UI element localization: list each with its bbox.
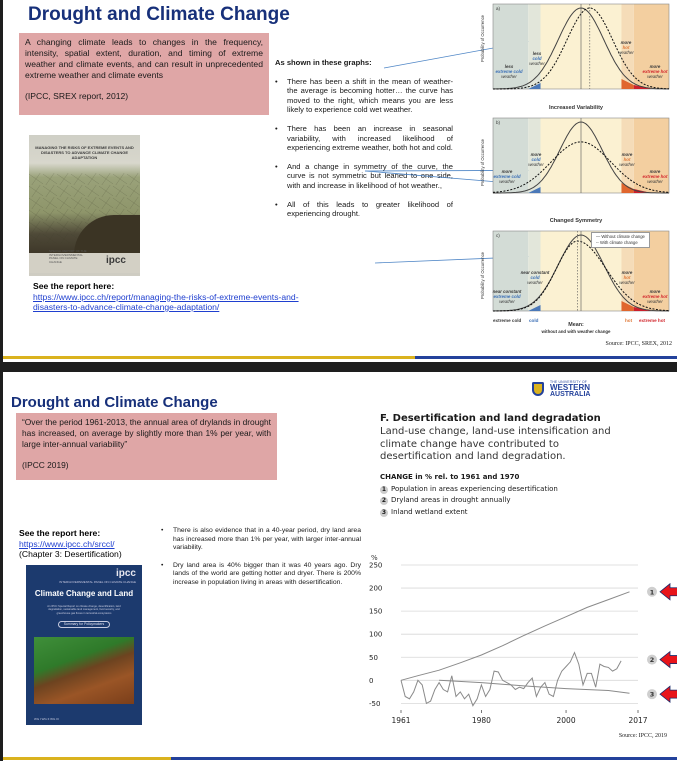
srccl-report-cover-image (26, 565, 142, 725)
slide-title: Drought and Climate Change (28, 4, 290, 25)
series-marker-label: 3 (649, 690, 655, 699)
figure-subheading: Land-use change, land-use intensification and climate change have contributed to desertification and land degradation. (380, 426, 611, 462)
bullet-list (161, 527, 361, 597)
footer-bar-blue (171, 757, 677, 760)
x-tick-label: 1980 (471, 716, 491, 725)
legend-item: 2 Dryland areas in drought annually (381, 496, 511, 504)
report-link[interactable]: https://www.ipcc.ch/report/managing-the-risks-of-extreme-events-and-disasters-to-advance-climate-change-adaptation/ (33, 291, 299, 312)
bullet-item: • There is also evidence that in a 40-year period, dry land area has increased more than 1% per year, with larger inter-annual variability. (161, 527, 361, 553)
slide-title: Drought and Climate Change (11, 394, 218, 411)
panel-increased-variability (477, 114, 675, 199)
y-axis-label: Probability of Occurrence (480, 251, 485, 299)
logo-line3: AUSTRALIA (550, 391, 591, 398)
ipcc-logo: ipcc (105, 255, 126, 266)
series-line-3 (439, 680, 629, 693)
annotation-near-constant-cold: near constant cold weather (520, 270, 550, 285)
quote-box (16, 413, 277, 480)
cover-landscape-photo (34, 637, 134, 704)
x-label-cold: cold (529, 318, 539, 323)
ipcc-logo: ipcc (115, 568, 136, 579)
red-arrow-icon (660, 652, 677, 668)
cover-subtitle: INTERGOVERNMENTAL PANEL ON CLIMATE CHANGE (59, 580, 136, 584)
annotation-more-extreme-hot: more extreme hot weather (642, 169, 668, 184)
bullet-item: • There has been a shift in the mean of weather- the average is becoming hotter… the curve has moved to the right, which means you are less likely to experience cold wet weather. (275, 77, 453, 115)
x-axis-label-mean: Mean: (568, 322, 584, 328)
bullet-item: • All of this leads to greater likelihood of experiencing drought. (275, 200, 453, 219)
desertification-line-chart (363, 548, 677, 748)
footer-bar-blue (415, 356, 677, 359)
footer-bar-gold (3, 356, 415, 359)
x-tick-label: 1961 (391, 716, 411, 725)
figure-heading: F. Desertification and land degradation (380, 413, 601, 424)
legend-item: 1 Population in areas experiencing desertification (381, 484, 558, 493)
panel-title: Changed Symmetry (549, 218, 603, 224)
series-line-1 (401, 592, 630, 681)
y-tick-label: 200 (369, 584, 383, 593)
quote-text: A changing climate leads to changes in the frequency, intensity, spatial extent, duration, and timing of extreme weather and climate events, and can result in unprecedented extreme weather and climate events (25, 37, 263, 80)
y-axis-label: Probability of Occurrence (480, 14, 485, 62)
cover-description: An IPCC Special Report on climate change, desertification, land degradation, sustainable land management, food security, and greenhouse gas fluxes in terrestrial ecosystems (47, 605, 121, 615)
x-label-extreme-hot: extreme hot (639, 318, 666, 323)
annotation-more-hot: more hot weather (618, 40, 634, 55)
source-caption: Source: IPCC, SREX, 2012 (605, 341, 672, 347)
panel-tag: a) (496, 6, 501, 11)
slide-srex (3, 0, 677, 362)
annotation-more-hot: more hot weather (619, 152, 635, 167)
y-tick-label: 150 (369, 607, 383, 616)
bullets-heading: As shown in these graphs: (275, 58, 372, 67)
quote-citation: (IPCC 2019) (22, 460, 69, 470)
cover-title: MANAGING THE RISKS OF EXTREME EVENTS AND DISASTERS TO ADVANCE CLIMATE CHANGE ADAPTATION (35, 145, 134, 160)
y-tick-label: 0 (369, 676, 374, 685)
x-label-extreme-cold: extreme cold (493, 318, 522, 323)
panel-title: Increased Variability (548, 105, 604, 111)
annotation-less-extreme-cold: less extreme cold weather (495, 64, 523, 79)
legend-item-with: -- With climate change (596, 240, 638, 245)
y-tick-label: -50 (369, 699, 381, 708)
logo-line1: THE UNIVERSITY OF (550, 380, 588, 384)
cover-badge: Summary for Policymakers (58, 621, 110, 628)
annotation-near-constant-extreme-cold: near constant extreme cold weather (492, 289, 522, 304)
y-tick-label: 100 (369, 630, 383, 639)
change-label: CHANGE in % rel. to 1961 and 1970 (380, 472, 520, 481)
logo-line2: WESTERN (550, 383, 590, 392)
cover-footer: WG I WG II WG III (34, 717, 59, 721)
see-report-label: See the report here: (19, 528, 101, 538)
bullet-item: • Dry land area is 40% bigger than it was 40 years ago. Dry lands of the world are getting hotter and dryer. There is 200% increase in population living in areas with desertification. (161, 562, 361, 588)
chart-legend (591, 232, 650, 248)
see-report-label: See the report here: (33, 281, 115, 291)
report-link[interactable]: https://www.ipcc.ch/srccl/ (19, 538, 115, 549)
legend-item: 3 Inland wetland extent (381, 507, 468, 516)
red-arrow-icon (660, 686, 677, 702)
x-axis-label-sub: without and with weather change (541, 329, 611, 334)
annotation-more-cold: more cold weather (528, 152, 544, 167)
legend-item-without: — Without climate change (596, 234, 645, 239)
x-tick-label: 2000 (556, 716, 576, 725)
figure-header (380, 413, 620, 518)
quote-citation: (IPCC, SREX report, 2012) (25, 91, 129, 101)
cover-title: Climate Change and Land (34, 589, 134, 598)
footer-bar-gold (3, 757, 171, 760)
bullet-item: • And a change in symmetry of the curve, the curve is not symmetric but leaned to one side, with and increase in likelihood of hot weather., (275, 162, 453, 191)
red-arrow-icon (660, 584, 677, 600)
series-marker-label: 1 (649, 588, 655, 597)
annotation-more-extreme-cold: more extreme cold weather (493, 169, 521, 184)
annotation-more-extreme-hot: more extreme hot weather (642, 289, 668, 304)
cover-footer-text: SPECIAL REPORT OF THE INTERGOVERNMENTAL PANEL ON CLIMATE CHANGE (49, 249, 87, 264)
series-line-2 (401, 653, 621, 706)
uwa-logo (532, 380, 612, 404)
panel-tag: c) (496, 233, 500, 238)
bullet-item: • There has been an increase in seasonal variability, with increased likelihood of experiencing extreme weather, both hot and cold. (275, 124, 453, 153)
y-axis-unit: % (371, 554, 378, 562)
x-tick-label: 2017 (628, 716, 648, 725)
climate-zone-band (528, 4, 540, 89)
y-tick-label: 50 (369, 653, 378, 662)
series-marker-label: 2 (649, 656, 655, 665)
source-caption: Source: IPCC, 2019 (618, 733, 667, 739)
panel-changed-symmetry (477, 227, 675, 339)
y-tick-label: 250 (369, 561, 383, 570)
y-axis-label: Probability of Occurrence (480, 138, 485, 186)
quote-text: “Over the period 1961-2013, the annual area of drylands in drought has increased, on average by slightly more than 1% per year, with large inter-annual variability” (22, 417, 271, 449)
annotation-more-hot: more hot weather (619, 270, 635, 285)
uwa-crest-icon (532, 382, 544, 396)
figure-legend (380, 484, 620, 519)
x-label-hot: hot (625, 318, 633, 323)
annotation-more-extreme-hot: more extreme hot weather (642, 64, 668, 79)
annotation-less-cold: less cold weather (529, 51, 545, 66)
slide-desertification (3, 372, 677, 761)
bell-curve-chart (477, 0, 675, 95)
panel-shifted-mean (477, 0, 675, 95)
bell-curve-chart (477, 114, 675, 199)
report-reference (19, 528, 159, 560)
panel-tag: b) (496, 120, 501, 125)
chapter-label: (Chapter 3: Desertification) (19, 549, 122, 559)
